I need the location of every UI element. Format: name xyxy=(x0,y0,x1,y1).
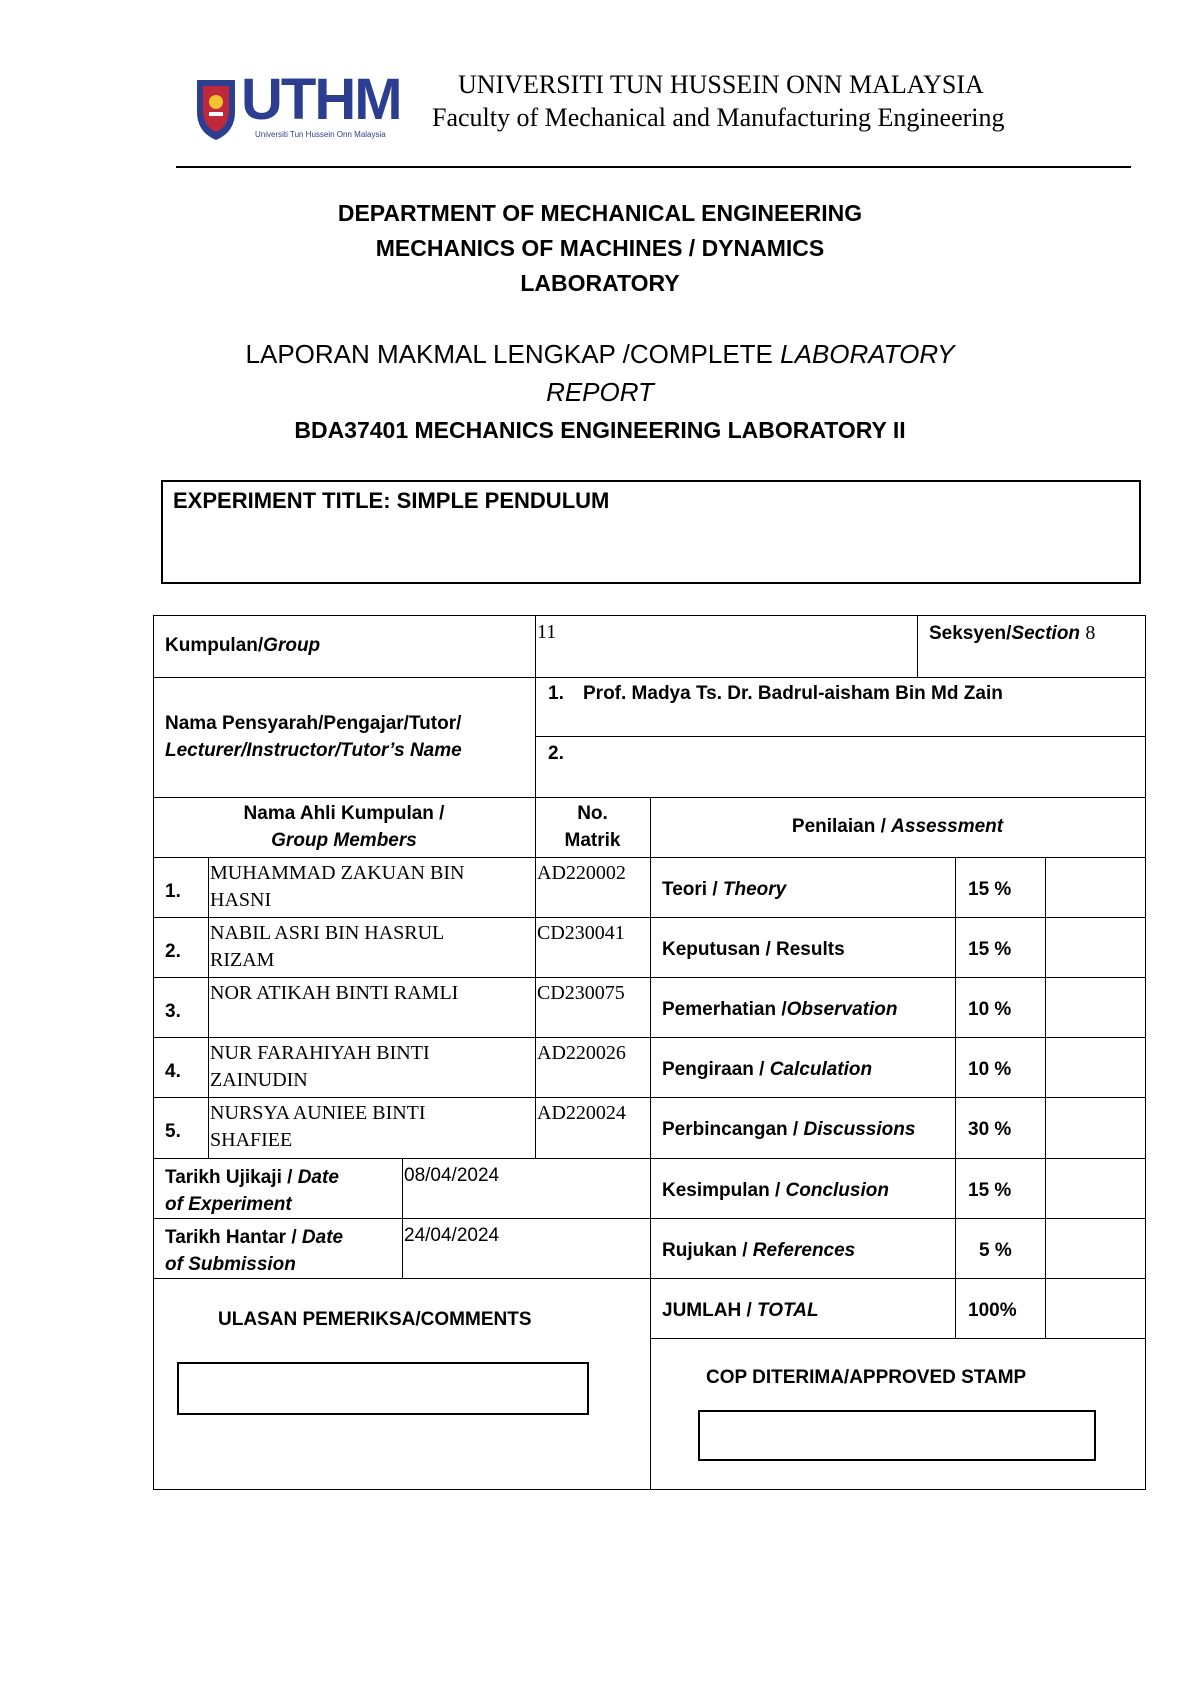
members-header-en: Group Members xyxy=(271,830,417,851)
lecturer-2-num: 2. xyxy=(548,743,564,764)
report-title-italic-2: REPORT xyxy=(546,377,654,407)
rule-col-assess xyxy=(650,797,651,1489)
dept-line-2: MECHANICS OF MACHINES / DYNAMICS xyxy=(375,235,825,261)
rule-row-3 xyxy=(153,1037,1145,1038)
university-name: UNIVERSITI TUN HUSSEIN ONN MALAYSIA xyxy=(458,70,984,99)
section-value: 8 xyxy=(1085,622,1096,644)
members-header: Nama Ahli Kumpulan / xyxy=(243,803,445,824)
assess-results-percent: 15 % xyxy=(968,939,1012,960)
assess-total-percent: 100% xyxy=(968,1300,1017,1321)
assessment-header: Penilaian / Assessment xyxy=(791,816,1004,837)
rule-lecturer-mid xyxy=(535,736,1145,737)
dept-line-3: LABORATORY xyxy=(520,270,680,296)
rule-top xyxy=(153,615,1145,616)
assess-calculation-percent: 10 % xyxy=(968,1059,1012,1080)
lecturer-label: Nama Pensyarah/Pengajar/Tutor/ xyxy=(165,713,462,734)
member-5-matrik: AD220024 xyxy=(537,1102,626,1124)
faculty-name: Faculty of Mechanical and Manufacturing Engineering xyxy=(432,103,1005,132)
group-label: Kumpulan/Group xyxy=(165,635,321,656)
date-experiment-value: 08/04/2024 xyxy=(404,1165,500,1186)
assess-conclusion-label: Kesimpulan / Conclusion xyxy=(662,1180,889,1201)
member-4-name-line2: ZAINUDIN xyxy=(210,1069,308,1091)
member-1-matrik: AD220002 xyxy=(537,862,626,884)
date-submission-label: Tarikh Hantar / Date xyxy=(165,1227,344,1248)
date-submission-label-en: of Submission xyxy=(165,1254,296,1275)
date-experiment-label: Tarikh Ujikaji / Date xyxy=(165,1167,339,1188)
lecturer-1-num: 1. xyxy=(548,683,564,704)
member-2-name-line1: NABIL ASRI BIN HASRUL xyxy=(210,922,445,944)
group-value: 11 xyxy=(537,621,557,643)
member-3-num: 3. xyxy=(165,1001,181,1022)
rule-row-5 xyxy=(153,1158,1145,1159)
section-label: Seksyen/Section 8 xyxy=(929,622,1096,644)
member-5-name-line2: SHAFIEE xyxy=(210,1129,293,1151)
rule-row-7 xyxy=(153,1278,1145,1279)
member-5-num: 5. xyxy=(165,1121,181,1142)
member-2-name-line2: RIZAM xyxy=(210,949,275,971)
experiment-title: EXPERIMENT TITLE: SIMPLE PENDULUM xyxy=(173,488,610,513)
assess-theory-percent: 15 % xyxy=(968,879,1012,900)
date-submission-value: 24/04/2024 xyxy=(404,1225,500,1246)
matrik-header-1: No. xyxy=(577,803,608,824)
rule-col-marks xyxy=(1045,857,1046,1338)
rule-col-section xyxy=(917,615,918,677)
comments-box[interactable] xyxy=(177,1362,589,1415)
lecturer-label-en: Lecturer/Instructor/Tutor’s Name xyxy=(165,740,462,761)
member-4-name-line1: NUR FARAHIYAH BINTI xyxy=(210,1042,430,1064)
dept-line-1: DEPARTMENT OF MECHANICAL ENGINEERING xyxy=(337,200,863,226)
assess-calculation-label: Pengiraan / Calculation xyxy=(662,1059,873,1080)
rule-group-bottom xyxy=(153,677,1145,678)
logo-subtext: Universiti Tun Hussein Onn Malaysia xyxy=(255,130,386,139)
member-5-name-line1: NURSYA AUNIEE BINTI xyxy=(210,1102,426,1124)
member-3-name-line1: NOR ATIKAH BINTI RAMLI xyxy=(210,982,459,1004)
assess-discussions-label: Perbincangan / Discussions xyxy=(662,1119,916,1140)
rule-row-2 xyxy=(153,977,1145,978)
rule-row-6 xyxy=(153,1218,1145,1219)
report-title-prefix: LAPORAN MAKMAL LENGKAP /COMPLETE xyxy=(245,339,781,369)
rule-col-percent xyxy=(955,857,956,1338)
comments-label: ULASAN PEMERIKSA/COMMENTS xyxy=(218,1309,532,1330)
member-2-matrik: CD230041 xyxy=(537,922,625,944)
rule-header-bottom xyxy=(153,857,1145,858)
rule-row-1 xyxy=(153,917,1145,918)
member-4-matrik: AD220026 xyxy=(537,1042,626,1064)
rule-lecturer-bottom xyxy=(153,797,1145,798)
member-1-num: 1. xyxy=(165,881,181,902)
lecturer-1-name: Prof. Madya Ts. Dr. Badrul-aisham Bin Md Zain xyxy=(583,683,1003,704)
rule-col-date xyxy=(402,1158,403,1278)
assess-conclusion-percent: 15 % xyxy=(968,1180,1012,1201)
member-1-name-line2: HASNI xyxy=(210,889,272,911)
assess-results-label: Keputusan / Results xyxy=(662,939,845,960)
logo-wordmark: UTHM xyxy=(241,67,401,132)
rule-col-matrik xyxy=(535,615,536,1158)
report-title-italic-1: LABORATORY xyxy=(780,339,955,369)
member-2-num: 2. xyxy=(165,941,181,962)
rule-bottom xyxy=(153,1489,1145,1490)
stamp-label: COP DITERIMA/APPROVED STAMP xyxy=(706,1367,1027,1388)
member-3-matrik: CD230075 xyxy=(537,982,625,1004)
assess-observation-label: Pemerhatian /Observation xyxy=(662,999,898,1020)
assess-total-label: JUMLAH / TOTAL xyxy=(662,1300,819,1321)
assess-theory-label: Teori / Theory xyxy=(662,879,787,900)
rule-left xyxy=(153,615,154,1490)
rule-col-num xyxy=(208,857,209,1158)
rule-total-bottom xyxy=(650,1338,1145,1339)
course-title: BDA37401 MECHANICS ENGINEERING LABORATORY II xyxy=(294,417,906,443)
assess-references-percent: 5 % xyxy=(979,1240,1012,1261)
rule-right xyxy=(1145,615,1146,1490)
date-experiment-label-en: of Experiment xyxy=(165,1194,292,1215)
assess-observation-percent: 10 % xyxy=(968,999,1012,1020)
assess-references-label: Rujukan / References xyxy=(662,1240,856,1261)
member-1-name-line1: MUHAMMAD ZAKUAN BIN xyxy=(210,862,465,884)
matrik-header-2: Matrik xyxy=(564,830,621,851)
member-4-num: 4. xyxy=(165,1061,181,1082)
assess-discussions-percent: 30 % xyxy=(968,1119,1012,1140)
rule-row-4 xyxy=(153,1097,1145,1098)
stamp-box xyxy=(698,1410,1096,1461)
